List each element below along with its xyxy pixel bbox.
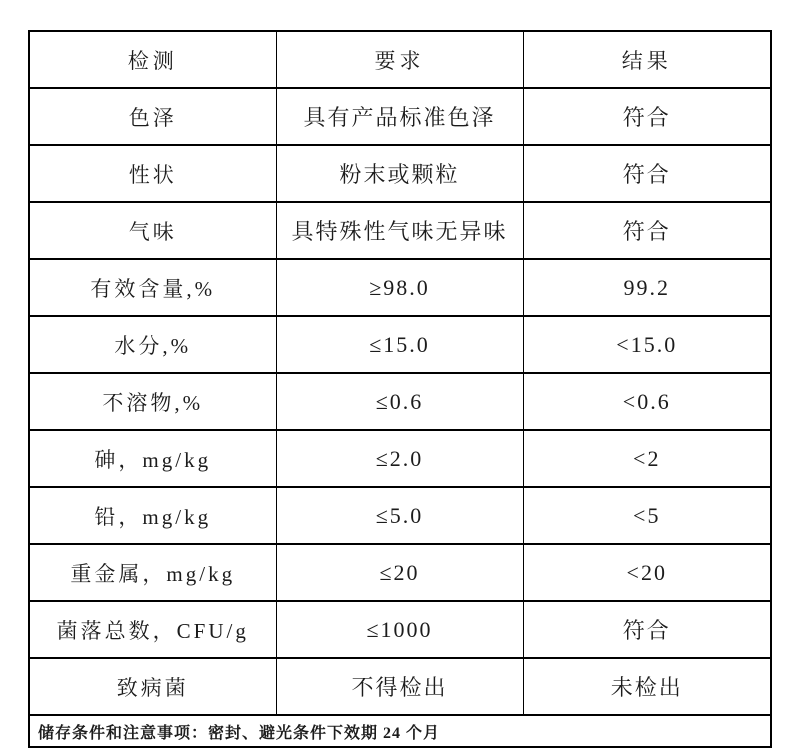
requirement-cell: ≥98.0 bbox=[276, 259, 523, 316]
test-item-cell: 重金属，mg/kg bbox=[29, 544, 276, 601]
table-row bbox=[29, 259, 771, 316]
table-row bbox=[29, 145, 771, 202]
table-body bbox=[29, 88, 771, 715]
result-cell: 符合 bbox=[523, 601, 771, 658]
test-item-cell: 铅，mg/kg bbox=[29, 487, 276, 544]
table-row bbox=[29, 658, 771, 715]
requirement-cell: 具有产品标准色泽 bbox=[276, 88, 523, 145]
footer-row bbox=[29, 715, 771, 747]
requirement-cell: 粉末或颗粒 bbox=[276, 145, 523, 202]
result-cell: 符合 bbox=[523, 88, 771, 145]
storage-note: 储存条件和注意事项：密封、避光条件下效期 24 个月 bbox=[29, 715, 771, 747]
header-row bbox=[29, 31, 771, 88]
result-cell: <2 bbox=[523, 430, 771, 487]
requirement-cell: ≤2.0 bbox=[276, 430, 523, 487]
requirement-cell: ≤5.0 bbox=[276, 487, 523, 544]
table-row bbox=[29, 202, 771, 259]
table-row bbox=[29, 430, 771, 487]
test-item-cell: 色泽 bbox=[29, 88, 276, 145]
result-cell: <0.6 bbox=[523, 373, 771, 430]
requirement-cell: 具特殊性气味无异味 bbox=[276, 202, 523, 259]
result-cell: 符合 bbox=[523, 202, 771, 259]
table-row bbox=[29, 487, 771, 544]
inspection-table bbox=[28, 30, 772, 748]
test-item-cell: 致病菌 bbox=[29, 658, 276, 715]
result-cell: 符合 bbox=[523, 145, 771, 202]
table-row bbox=[29, 601, 771, 658]
test-item-cell: 气味 bbox=[29, 202, 276, 259]
table-row bbox=[29, 373, 771, 430]
test-item-cell: 性状 bbox=[29, 145, 276, 202]
result-cell: <15.0 bbox=[523, 316, 771, 373]
test-item-cell: 有效含量,% bbox=[29, 259, 276, 316]
table-row bbox=[29, 316, 771, 373]
column-header-result: 结果 bbox=[523, 31, 771, 88]
result-cell: 99.2 bbox=[523, 259, 771, 316]
result-cell: <5 bbox=[523, 487, 771, 544]
requirement-cell: ≤15.0 bbox=[276, 316, 523, 373]
column-header-requirement: 要求 bbox=[276, 31, 523, 88]
test-item-cell: 水分,% bbox=[29, 316, 276, 373]
requirement-cell: ≤1000 bbox=[276, 601, 523, 658]
test-item-cell: 菌落总数，CFU/g bbox=[29, 601, 276, 658]
test-item-cell: 砷，mg/kg bbox=[29, 430, 276, 487]
requirement-cell: ≤0.6 bbox=[276, 373, 523, 430]
test-item-cell: 不溶物,% bbox=[29, 373, 276, 430]
requirement-cell: 不得检出 bbox=[276, 658, 523, 715]
column-header-test: 检测 bbox=[29, 31, 276, 88]
table-row bbox=[29, 544, 771, 601]
result-cell: <20 bbox=[523, 544, 771, 601]
result-cell: 未检出 bbox=[523, 658, 771, 715]
requirement-cell: ≤20 bbox=[276, 544, 523, 601]
table-row bbox=[29, 88, 771, 145]
